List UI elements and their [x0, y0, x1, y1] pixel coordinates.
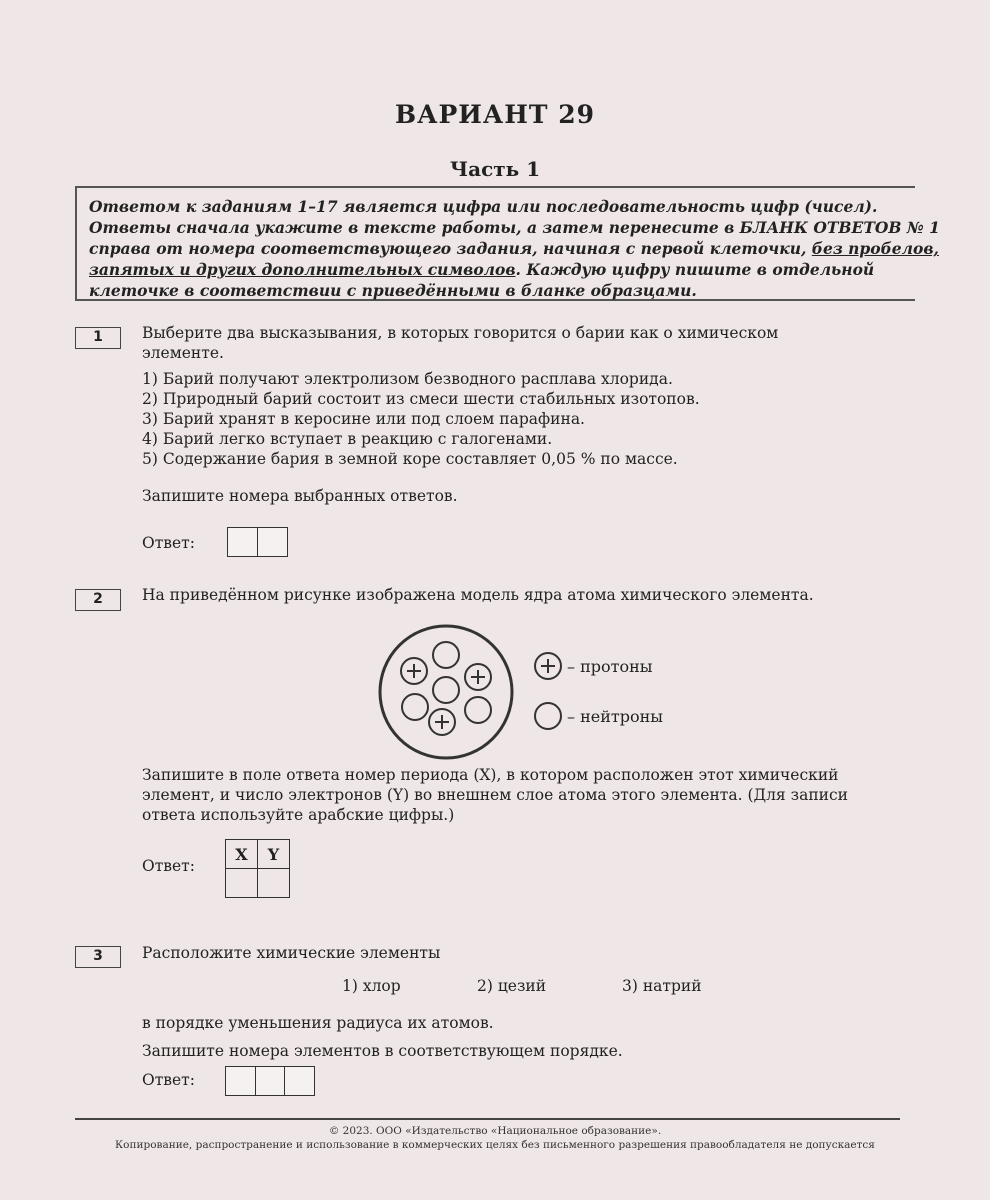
footer-copyright: © 2023. ООО «Издательство «Национальное образование». [328, 1125, 662, 1137]
q2-text: Запишите в поле ответа номер периода (X), в котором расположен этот химический [142, 766, 839, 784]
q3-element-3: 3) натрий [622, 977, 702, 995]
legend-neutrons-label: – нейтроны [567, 707, 664, 726]
column-header-x: X [226, 840, 258, 869]
instructions-underlined: запятых и других дополнительных символов [89, 260, 516, 279]
q1-answer-cells [227, 527, 286, 557]
q1-option-5: 5) Содержание бария в земной коре составляет 0,05 % по массе. [142, 450, 678, 468]
instructions-box [75, 186, 940, 301]
q2-text: На приведённом рисунке изображена модель ядра атома химического элемента. [142, 586, 814, 604]
legend-neutron-icon [535, 703, 561, 729]
nucleus-outline [380, 626, 512, 758]
footer-notice: Копирование, распространение и использование в коммерческих целях без письменного разрешения правообладателя не допускается [115, 1139, 875, 1151]
neutron-icon [433, 677, 459, 703]
instructions-line: Ответы сначала укажите в тексте работы, а затем перенесите в БЛАНК ОТВЕТОВ № 1 [89, 218, 940, 237]
q1-text: элементе. [142, 344, 224, 362]
q3-element-1: 1) хлор [342, 977, 401, 995]
q1-option-2: 2) Природный барий состоит из смеси шести стабильных изотопов. [142, 390, 700, 408]
neutron-icon [433, 642, 459, 668]
q1-answer-label: Ответ: [142, 534, 195, 552]
part-title: Часть 1 [449, 157, 541, 181]
instructions-text: . Каждую цифру пишите в отдельной [515, 260, 875, 279]
footer-divider [75, 1118, 900, 1120]
q3-element-2: 2) цезий [477, 977, 547, 995]
q3-text: в порядке уменьшения радиуса их атомов. [142, 1014, 494, 1032]
q3-answer-label: Ответ: [142, 1071, 195, 1089]
q2-text: ответа используйте арабские цифры.) [142, 806, 455, 824]
question-number-2: 2 [75, 589, 121, 611]
q1-text: Выберите два высказывания, в которых говорится о барии как о химическом [142, 324, 779, 342]
answer-cell[interactable] [257, 527, 288, 557]
q1-instruction: Запишите номера выбранных ответов. [142, 487, 458, 505]
instructions-text: справа от номера соответствующего задания, начиная с первой клеточки, [89, 239, 812, 258]
q3-text: Расположите химические элементы [142, 944, 441, 962]
answer-cell[interactable] [284, 1066, 315, 1096]
q3-instruction: Запишите номера элементов в соответствующем порядке. [142, 1042, 623, 1060]
instructions-line: Ответом к заданиям 1–17 является цифра или последовательность цифр (чисел). [89, 197, 878, 216]
q1-option-4: 4) Барий легко вступает в реакцию с галогенами. [142, 430, 553, 448]
q3-answer-cells [225, 1066, 314, 1096]
q1-option-3: 3) Барий хранят в керосине или под слоем парафина. [142, 410, 585, 428]
column-header-y: Y [258, 840, 290, 869]
answer-cell-y[interactable] [258, 869, 290, 898]
variant-title: ВАРИАНТ 29 [395, 100, 595, 129]
neutron-icon [402, 694, 428, 720]
q2-answer-label: Ответ: [142, 857, 195, 875]
answer-cell[interactable] [225, 1066, 256, 1096]
legend-protons-label: – протоны [567, 657, 653, 676]
instructions-line [89, 259, 915, 280]
q2-answer-table [225, 839, 290, 898]
answer-cell[interactable] [227, 527, 258, 557]
neutron-icon [465, 697, 491, 723]
q2-text: элемент, и число электронов (Y) во внешнем слое атома этого элемента. (Для записи [142, 786, 849, 804]
question-number-1: 1 [75, 327, 121, 349]
question-number-3: 3 [75, 946, 121, 968]
answer-cell[interactable] [255, 1066, 286, 1096]
nucleus-diagram [370, 625, 700, 760]
q1-option-1: 1) Барий получают электролизом безводного расплава хлорида. [142, 370, 673, 388]
answer-cell-x[interactable] [226, 869, 258, 898]
instructions-line: клеточке в соответствии с приведёнными в бланке образцами. [89, 281, 697, 300]
instructions-line [89, 238, 939, 259]
instructions-underlined: без пробелов, [811, 239, 939, 258]
